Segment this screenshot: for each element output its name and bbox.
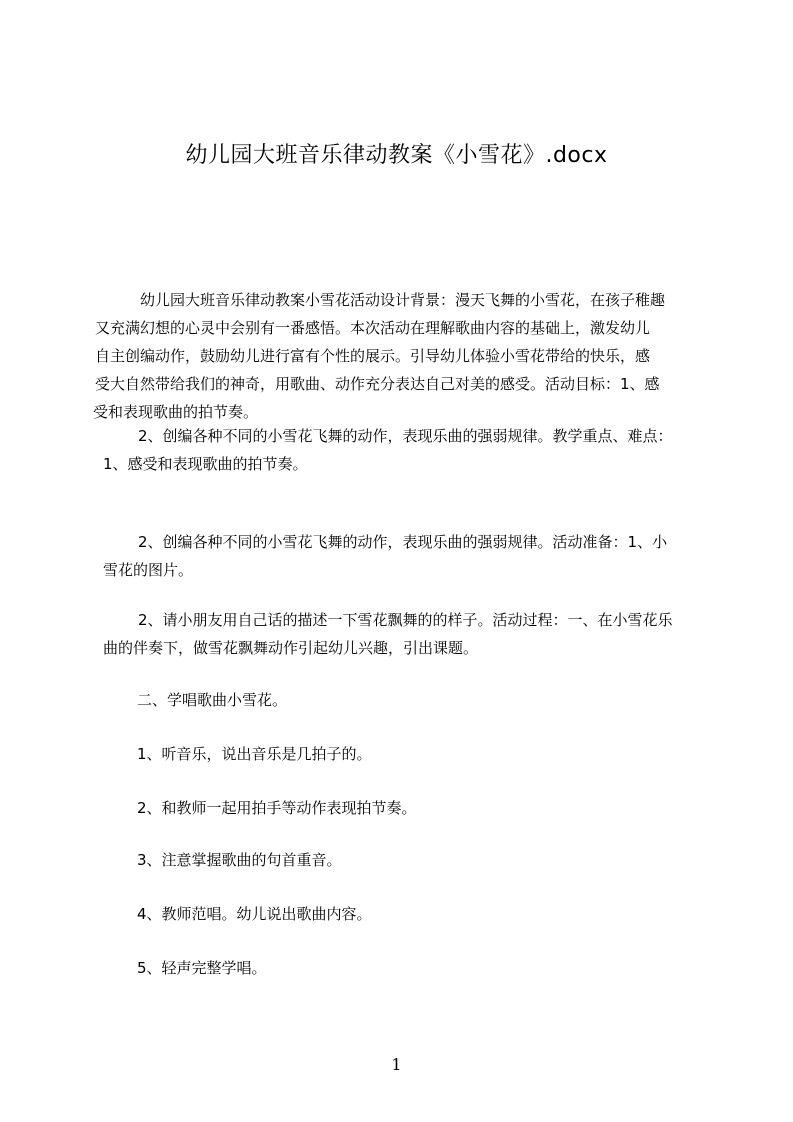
paragraph-line: 受大自然带给我们的神奇，用歌曲、动作充分表达自己对美的感受。活动目标：1、感 [95, 375, 660, 393]
step-item: 5、轻声完整学唱。 [137, 959, 267, 977]
step-item: 3、注意掌握歌曲的句首重音。 [137, 851, 342, 869]
step-item: 4、教师范唱。幼儿说出歌曲内容。 [137, 905, 372, 923]
paragraph-line: 受和表现歌曲的拍节奏。 [93, 403, 259, 421]
paragraph-process [103, 606, 715, 662]
step-item: 2、和教师一起用拍手等动作表现拍节奏。 [137, 799, 417, 817]
step-item: 1、听音乐，说出音乐是几拍子的。 [137, 745, 372, 763]
paragraph-line: 1、感受和表现歌曲的拍节奏。 [103, 455, 308, 473]
paragraph-line: 自主创编动作，鼓励幼儿进行富有个性的展示。引导幼儿体验小雪花带给的快乐，感 [95, 347, 651, 365]
paragraph-line: 2、创编各种不同的小雪花飞舞的动作，表现乐曲的强弱规律。教学重点、难点： [138, 427, 673, 445]
paragraph-preparation [103, 528, 703, 584]
paragraph-line: 又充满幻想的心灵中会别有一番感悟。本次活动在理解歌曲内容的基础上，激发幼儿 [95, 319, 651, 337]
step-heading: 二、学唱歌曲小雪花。 [137, 691, 288, 709]
paragraph-key-points [103, 422, 703, 478]
paragraph-line: 雪花的图片。 [103, 561, 194, 579]
paragraph-line: 2、请小朋友用自己话的描述一下雪花飘舞的的样子。活动过程：一、在小雪花乐 [138, 611, 673, 629]
page-number: 1 [391, 1055, 402, 1074]
paragraph-background [95, 286, 699, 426]
paragraph-line: 幼儿园大班音乐律动教案小雪花活动设计背景：漫天飞舞的小雪花，在孩子稚趣 [140, 291, 666, 309]
document-title: 幼儿园大班音乐律动教案《小雪花》.docx [185, 143, 608, 168]
paragraph-line: 曲的伴奏下，做雪花飘舞动作引起幼儿兴趣，引出课题。 [103, 639, 479, 657]
paragraph-line: 2、创编各种不同的小雪花飞舞的动作，表现乐曲的强弱规律。活动准备：1、小 [138, 533, 668, 551]
